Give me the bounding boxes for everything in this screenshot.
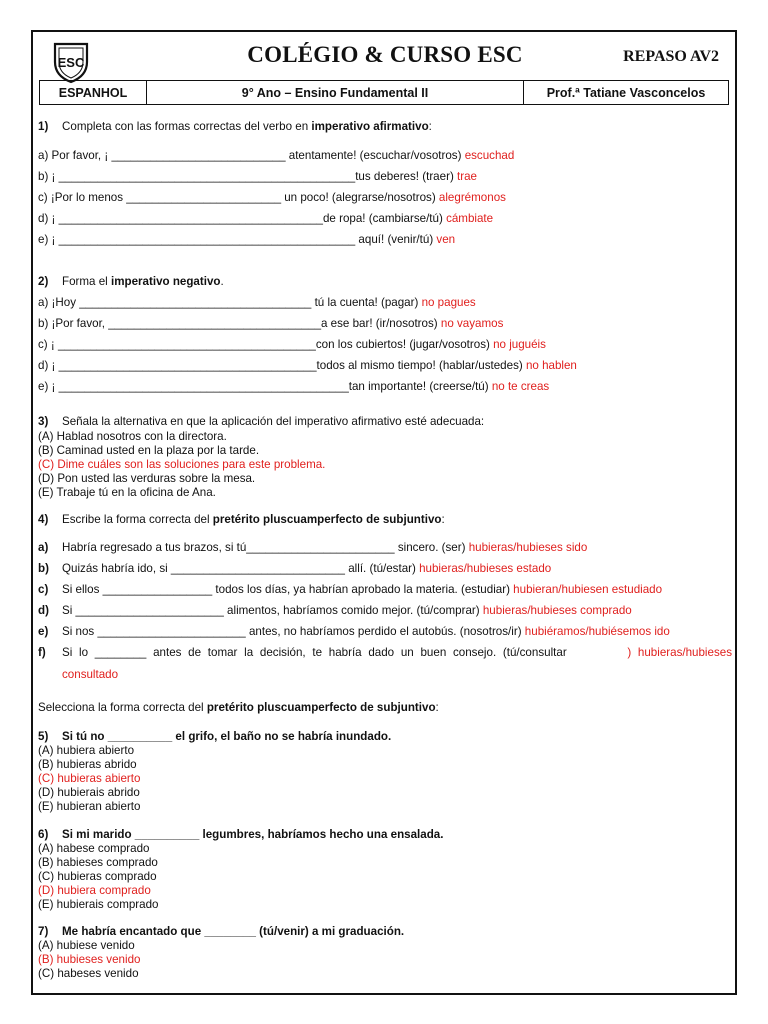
q5-option: (B) hubieras abrido	[38, 758, 137, 771]
q1-pre: Completa con las formas correctas del verbo en	[62, 120, 312, 133]
q2-item	[38, 359, 577, 372]
q6-option: (E) hubierais comprado	[38, 898, 159, 911]
q4-item-answer: hubiéramos/hubiésemos ido	[524, 625, 670, 638]
q4-item-answer: hubieras/hubieses sido	[468, 541, 588, 554]
q4-item-answer: hubieran/hubiesen estudiado	[513, 583, 663, 596]
header-info-row	[39, 80, 729, 105]
school-title: COLÉGIO & CURSO ESC	[247, 42, 523, 67]
q2-item-answer: no juguéis	[493, 338, 546, 351]
q7-option-correct: (B) hubieses venido	[38, 953, 141, 966]
q4-item-label: e)	[38, 625, 49, 638]
select-intro-pre: Selecciona la forma correcta del	[38, 701, 207, 714]
q3-title	[38, 415, 484, 428]
q2-bold: imperativo negativo	[110, 275, 221, 288]
q6-option: (B) habieses comprado	[38, 856, 158, 869]
q2-item-text: e) ¡ _____________________________________________tan importante! (creerse/tú)	[38, 380, 492, 393]
teacher-cell: Prof.ª Tatiane Vasconcelos	[546, 85, 706, 100]
select-intro-post: :	[435, 701, 439, 714]
q2-item-answer: no te creas	[491, 380, 550, 393]
q4-item-f-answer-cont: consultado	[62, 668, 119, 681]
q4-item-text: Si _______________________ alimentos, habríamos comido mejor. (tú/comprar)	[62, 604, 483, 617]
q1-item-answer: ven	[436, 233, 456, 246]
q1-item-answer: cámbiate	[446, 212, 494, 225]
q2-pre: Forma el	[62, 275, 111, 288]
q4-item-answer: hubieras/hubieses comprado	[482, 604, 632, 617]
q1-number: 1)	[38, 120, 49, 133]
q3-option: (D) Pon usted las verduras sobre la mesa.	[38, 472, 256, 485]
q2-number: 2)	[38, 275, 49, 288]
q4-item-text: Habría regresado a tus brazos, si tú_______________________ sincero. (ser)	[62, 541, 469, 554]
select-intro-bold: pretérito pluscuamperfecto de subjuntivo	[206, 701, 436, 714]
q4-item-label: c)	[38, 583, 49, 596]
q1-bold: imperativo afirmativo	[311, 120, 429, 133]
q4-bold: pretérito pluscuamperfecto de subjuntivo	[212, 513, 442, 526]
q1-item-answer: trae	[457, 170, 478, 183]
q2-item	[38, 338, 546, 351]
header	[41, 38, 729, 80]
q4-item	[38, 625, 670, 638]
q6-title	[38, 828, 443, 841]
q4-item	[38, 604, 632, 617]
q4-title	[38, 513, 445, 526]
subject-cell: ESPANHOL	[40, 81, 147, 104]
q4-item-f-text: Si lo ________ antes de tomar la decisión, te habría dado un buen consejo. (tú/consultar	[62, 646, 567, 659]
q2-title	[38, 275, 224, 288]
q3-option-correct: (C) Dime cuáles son las soluciones para este problema.	[38, 458, 326, 471]
q1-item-text: e) ¡ ______________________________________________ aquí! (venir/tú)	[38, 233, 437, 246]
q1-item-answer: alegrémonos	[438, 191, 506, 204]
q4-number: 4)	[38, 513, 49, 526]
q1-post: :	[428, 120, 432, 133]
q4-item	[38, 583, 662, 596]
q4-item	[38, 562, 551, 575]
worksheet	[31, 30, 737, 995]
q5-option: (E) hubieran abierto	[38, 800, 141, 813]
q5-number: 5)	[38, 730, 49, 743]
q4-item-f-answer: ) hubieras/hubieses	[627, 646, 732, 659]
q7-number: 7)	[38, 925, 49, 938]
q1-item	[38, 191, 506, 204]
q3-option: (B) Caminad usted en la plaza por la tarde.	[38, 444, 260, 457]
q3-number: 3)	[38, 415, 49, 428]
q5-title	[38, 730, 391, 743]
q2-item-text: d) ¡ ________________________________________todos al mismo tiempo! (hablar/ustedes)	[38, 359, 526, 372]
q6-number: 6)	[38, 828, 49, 841]
q6-option-correct: (D) hubiera comprado	[38, 884, 151, 897]
q1-item-text: c) ¡Por lo menos ________________________ un poco! (alegrarse/nosotros)	[38, 191, 439, 204]
q4-item-label: a)	[38, 541, 49, 554]
q2-item-answer: no vayamos	[440, 317, 504, 330]
q2-item	[38, 317, 503, 330]
q4-item-text: Si ellos _________________ todos los días, ya habrían aprobado la materia. (estudiar)	[62, 583, 514, 596]
q2-item-text: b) ¡Por favor, _________________________________a ese bar! (ir/nosotros)	[38, 317, 441, 330]
q2-item-answer: no pagues	[421, 296, 476, 309]
q4-item-label: d)	[38, 604, 49, 617]
q1-item	[38, 149, 514, 162]
q7-prompt: Me habría encantado que ________ (tú/venir) a mi graduación.	[62, 925, 405, 938]
q5-option-correct: (C) hubieras abierto	[38, 772, 141, 785]
q7-title	[38, 925, 404, 938]
q4-item-f	[38, 646, 732, 659]
q3-option: (E) Trabaje tú en la oficina de Ana.	[38, 486, 216, 499]
q7-option: (C) habeses venido	[38, 967, 139, 980]
q5-option: (D) hubierais abrido	[38, 786, 140, 799]
q4-post: :	[441, 513, 445, 526]
q4-item-text: Quizás habría ido, si ___________________________ allí. (tú/estar)	[62, 562, 420, 575]
q3-option: (A) Hablad nosotros con la directora.	[38, 430, 227, 443]
q2-post: .	[220, 275, 224, 288]
q6-prompt: Si mi marido __________ legumbres, habríamos hecho una ensalada.	[62, 828, 444, 841]
q1-title	[38, 120, 432, 133]
q2-item-text: a) ¡Hoy ____________________________________ tú la cuenta! (pagar)	[38, 296, 422, 309]
q4-item	[38, 541, 587, 554]
q1-item-text: a) Por favor, ¡ ___________________________ atentamente! (escuchar/vosotros)	[38, 149, 465, 162]
grade-cell: 9° Ano – Ensino Fundamental II	[147, 81, 524, 104]
q2-item-text: c) ¡ ________________________________________con los cubiertos! (jugar/vosotros)	[38, 338, 494, 351]
q1-item	[38, 170, 477, 183]
logo-text: ESC	[57, 55, 85, 70]
q3-prompt: Señala la alternativa en que la aplicación del imperativo afirmativo esté adecuada:	[62, 415, 485, 428]
q2-item	[38, 380, 549, 393]
q1-item-text: b) ¡ ______________________________________________tus deberes! (traer)	[38, 170, 458, 183]
select-intro	[38, 701, 439, 714]
q4-item-text: Si nos _______________________ antes, no habríamos perdido el autobús. (nosotros/ir)	[62, 625, 525, 638]
q4-item-f-line1	[62, 646, 732, 659]
q6-option: (C) hubieras comprado	[38, 870, 157, 883]
q1-item	[38, 212, 493, 225]
q4-item-label: f)	[38, 646, 46, 659]
q6-option: (A) habese comprado	[38, 842, 150, 855]
q5-option: (A) hubiera abierto	[38, 744, 135, 757]
q5-prompt: Si tú no __________ el grifo, el baño no se habría inundado.	[62, 730, 392, 743]
q4-pre: Escribe la forma correcta del	[62, 513, 213, 526]
q1-item	[38, 233, 455, 246]
q1-item-text: d) ¡ _________________________________________de ropa! (cambiarse/tú)	[38, 212, 447, 225]
q4-item-answer: hubieras/hubieses estado	[419, 562, 552, 575]
q4-item-label: b)	[38, 562, 49, 575]
q1-item-answer: escuchad	[464, 149, 515, 162]
q2-item-answer: no hablen	[525, 359, 577, 372]
q7-option: (A) hubiese venido	[38, 939, 135, 952]
exam-label: REPASO AV2	[623, 48, 719, 65]
q2-item	[38, 296, 476, 309]
